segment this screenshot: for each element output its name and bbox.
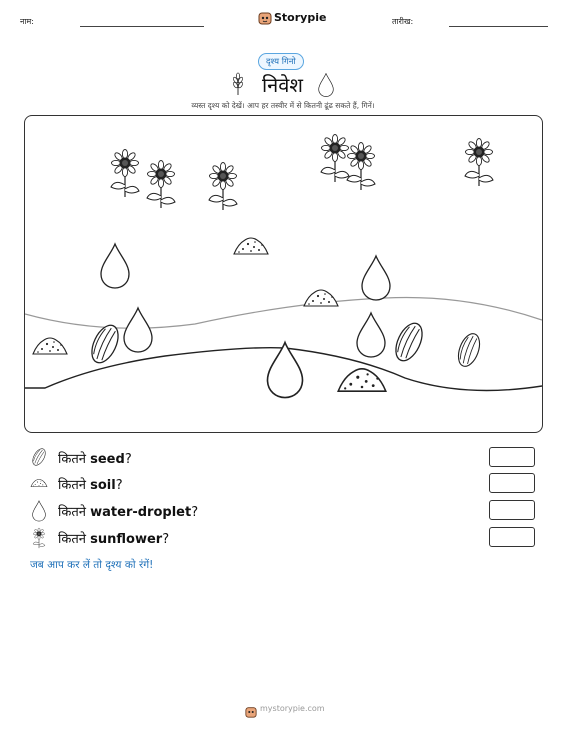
water-droplet-title-icon: [318, 73, 334, 97]
coloring-note: जब आप कर लें तो दृश्य को रंगें!: [30, 559, 154, 571]
storypie-footer-logo-icon: [245, 703, 257, 715]
question-row-sunflower: [30, 527, 540, 547]
sunflower: [347, 143, 375, 191]
soil: [33, 338, 67, 354]
answer-box-sunflower[interactable]: [489, 527, 535, 547]
question-text: कितने soil?: [58, 478, 123, 493]
answer-box-soil[interactable]: [489, 473, 535, 493]
water-droplet: [268, 343, 303, 398]
water-droplet: [124, 308, 152, 352]
sunflower: [147, 161, 175, 209]
scene-frame: [24, 115, 543, 433]
question-row-soil: [30, 473, 540, 493]
wheat-icon: [231, 72, 245, 96]
answer-box-water-droplet[interactable]: [489, 500, 535, 520]
soil: [338, 369, 386, 391]
name-label: नाम:: [20, 17, 34, 26]
footer-url: mystorypie.com: [260, 704, 325, 713]
brand-name: Storypie: [274, 11, 327, 24]
soil: [234, 238, 268, 254]
instructions: व्यस्त दृश्य को देखें। आप हर तस्वीर में से कितनी ढूंढ सकते हैं, गिनें।: [191, 101, 375, 110]
sunflower: [209, 163, 237, 211]
sunflower: [321, 135, 349, 183]
storypie-logo-icon: [258, 10, 272, 24]
sunflower: [465, 139, 493, 187]
activity-badge: दृश्य गिनो: [258, 53, 304, 70]
page-title: निवेश: [262, 73, 303, 97]
sunflower: [111, 150, 139, 198]
sunflower-icon: [30, 527, 48, 547]
date-label: तारीख:: [392, 17, 414, 26]
date-field[interactable]: [449, 26, 548, 27]
scene-illustration: [25, 116, 542, 432]
name-field[interactable]: [80, 26, 204, 27]
seed: [391, 319, 428, 365]
seed: [454, 331, 483, 369]
question-text: कितने sunflower?: [58, 532, 170, 547]
question-text: कितने seed?: [58, 452, 132, 467]
water-droplet: [101, 244, 129, 288]
water-droplet: [362, 256, 390, 300]
answer-box-seed[interactable]: [489, 447, 535, 467]
water-droplet-icon: [30, 500, 48, 520]
question-row-seed: [30, 447, 540, 467]
question-text: कितने water-droplet?: [58, 505, 199, 520]
soil: [304, 290, 338, 306]
water-droplet: [357, 313, 385, 357]
soil-icon: [30, 473, 48, 493]
question-row-water-droplet: [30, 500, 540, 520]
seed-icon: [30, 447, 48, 467]
